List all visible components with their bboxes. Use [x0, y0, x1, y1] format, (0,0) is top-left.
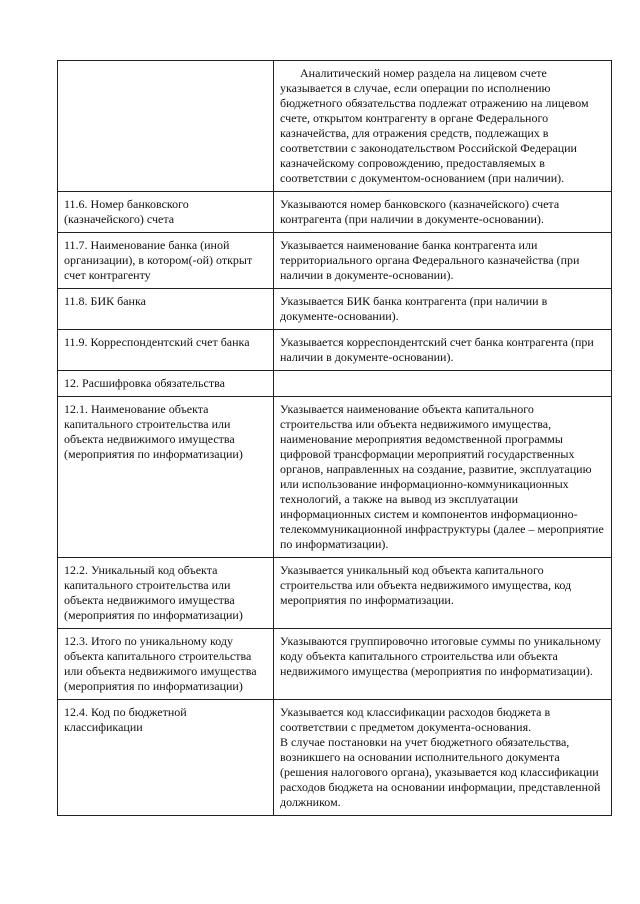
- table-row: [58, 192, 612, 233]
- instructions-table: [57, 60, 612, 816]
- field-description-cell: Указывается наименование объекта капитального строительства или объекта недвижимого имущества, наименование мероприятия ведомственной программы цифровой трансформации мероприятий государственных органов, направленных на создание, развитие, эксплуатацию или использование информационно-коммуникационных технологий, а также на вывод из эксплуатации информационных систем и компонентов информационно-телекоммуникационной инфраструктуры (далее – мероприятие по информатизации).: [274, 397, 612, 558]
- field-description-cell: Указывается уникальный код объекта капитального строительства или объекта недвижимого имущества, код мероприятия по информатизации.: [274, 558, 612, 629]
- description-text: Аналитический номер раздела на лицевом счете указывается в случае, если операции по исполнению бюджетного обязательства подлежат отражению на лицевом счете, открытом контрагенту в органе Федерального казначейства, для отражения средств, подлежащих в соответствии с законодательством Российской Федерации казначейскому сопровождению, предоставляемых в соответствии с документом-основанием (при наличии).: [280, 66, 589, 185]
- table-row: [58, 629, 612, 700]
- field-label-cell: 12.4. Код по бюджетной классификации: [58, 700, 274, 816]
- field-label-cell: 12. Расшифровка обязательства: [58, 371, 274, 397]
- table-row: [58, 330, 612, 371]
- field-label-cell: 12.2. Уникальный код объекта капитального строительства или объекта недвижимого имущества (мероприятия по информатизации): [58, 558, 274, 629]
- field-label-cell: 11.8. БИК банка: [58, 289, 274, 330]
- field-description-cell: [274, 61, 612, 192]
- field-label-cell: 11.9. Корреспондентский счет банка: [58, 330, 274, 371]
- field-label-cell: 11.7. Наименование банка (иной организации), в котором(-ой) открыт счет контрагенту: [58, 233, 274, 289]
- table-row: [58, 397, 612, 558]
- table-row: [58, 61, 612, 192]
- field-label-cell: 11.6. Номер банковского (казначейского) счета: [58, 192, 274, 233]
- field-description-cell: Указывается корреспондентский счет банка контрагента (при наличии в документе-основании).: [274, 330, 612, 371]
- description-text: Указывается код классификации расходов бюджета в соответствии с предметом документа-основания.: [280, 705, 551, 734]
- table-row: [58, 700, 612, 816]
- field-description-cell: [274, 371, 612, 397]
- field-label-cell: 12.1. Наименование объекта капитального строительства или объекта недвижимого имущества (мероприятия по информатизации): [58, 397, 274, 558]
- description-text: В случае постановки на учет бюджетного обязательства, возникшего на основании исполнительного документа (решения налогового органа), указывается код классификации расходов бюджета на основании информации, представленной должником.: [280, 735, 601, 809]
- field-description-cell: Указываются группировочно итоговые суммы по уникальному коду объекта капитального строительства или объекта недвижимого имущества (мероприятия по информатизации).: [274, 629, 612, 700]
- field-description-cell: Указывается наименование банка контрагента или территориального органа Федерального казначейства (при наличии в документе-основании).: [274, 233, 612, 289]
- table-row: [58, 371, 612, 397]
- table-row: [58, 558, 612, 629]
- field-label-cell: 12.3. Итого по уникальному коду объекта капитального строительства или объекта недвижимого имущества (мероприятия по информатизации): [58, 629, 274, 700]
- field-description-cell: [274, 700, 612, 816]
- table-row: [58, 289, 612, 330]
- field-label-cell: [58, 61, 274, 192]
- table-row: [58, 233, 612, 289]
- field-description-cell: Указываются номер банковского (казначейского) счета контрагента (при наличии в документе-основании).: [274, 192, 612, 233]
- field-description-cell: Указывается БИК банка контрагента (при наличии в документе-основании).: [274, 289, 612, 330]
